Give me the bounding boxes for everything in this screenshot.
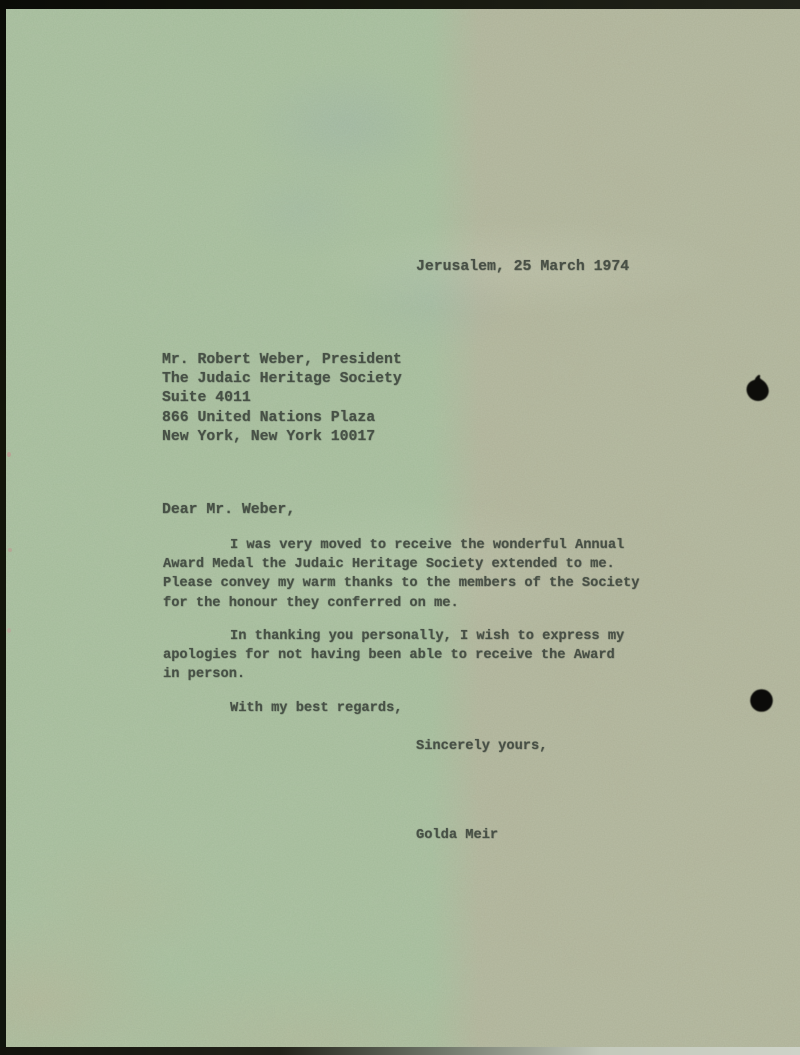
paragraph-line: Please convey my warm thanks to the members of the Society [163, 576, 640, 592]
ink-blot-mark [738, 372, 774, 412]
paragraph-line: I was very moved to receive the wonderful Annual [230, 538, 625, 553]
address-line: Mr. Robert Weber, President [162, 352, 402, 368]
address-line: Suite 4011 [162, 390, 251, 407]
signature-name: Golda Meir [416, 828, 499, 843]
paragraph-line: In thanking you personally, I wish to express my [230, 629, 625, 644]
dateline: Jerusalem, 25 March 1974 [416, 259, 630, 275]
address-line: The Judaic Heritage Society [162, 371, 402, 388]
salutation: Dear Mr. Weber, [162, 502, 296, 518]
body-paragraph-1 [163, 536, 639, 632]
paragraph-line: for the honour they conferred on me. [163, 595, 459, 611]
paper-speck [7, 628, 11, 633]
closing: Sincerely yours, [416, 739, 548, 754]
address-line: 866 United Nations Plaza [162, 409, 376, 426]
regards-line: With my best regards, [230, 701, 403, 716]
paper-speck [7, 452, 11, 457]
paragraph-line: in person. [163, 667, 246, 683]
paper-speck [8, 548, 12, 552]
scan-edge-top [0, 0, 800, 9]
recipient-address [162, 351, 402, 447]
scan-edge-bottom [0, 1047, 800, 1055]
paragraph-line: apologies for not having been able to receive the Award [163, 648, 615, 664]
paragraph-line: Award Medal the Judaic Heritage Society extended to me. [163, 557, 615, 573]
address-line: New York, New York 10017 [162, 428, 376, 445]
scan-edge-left [0, 0, 6, 1055]
body-paragraph-2 [163, 627, 624, 685]
punch-hole-dot [748, 687, 776, 715]
